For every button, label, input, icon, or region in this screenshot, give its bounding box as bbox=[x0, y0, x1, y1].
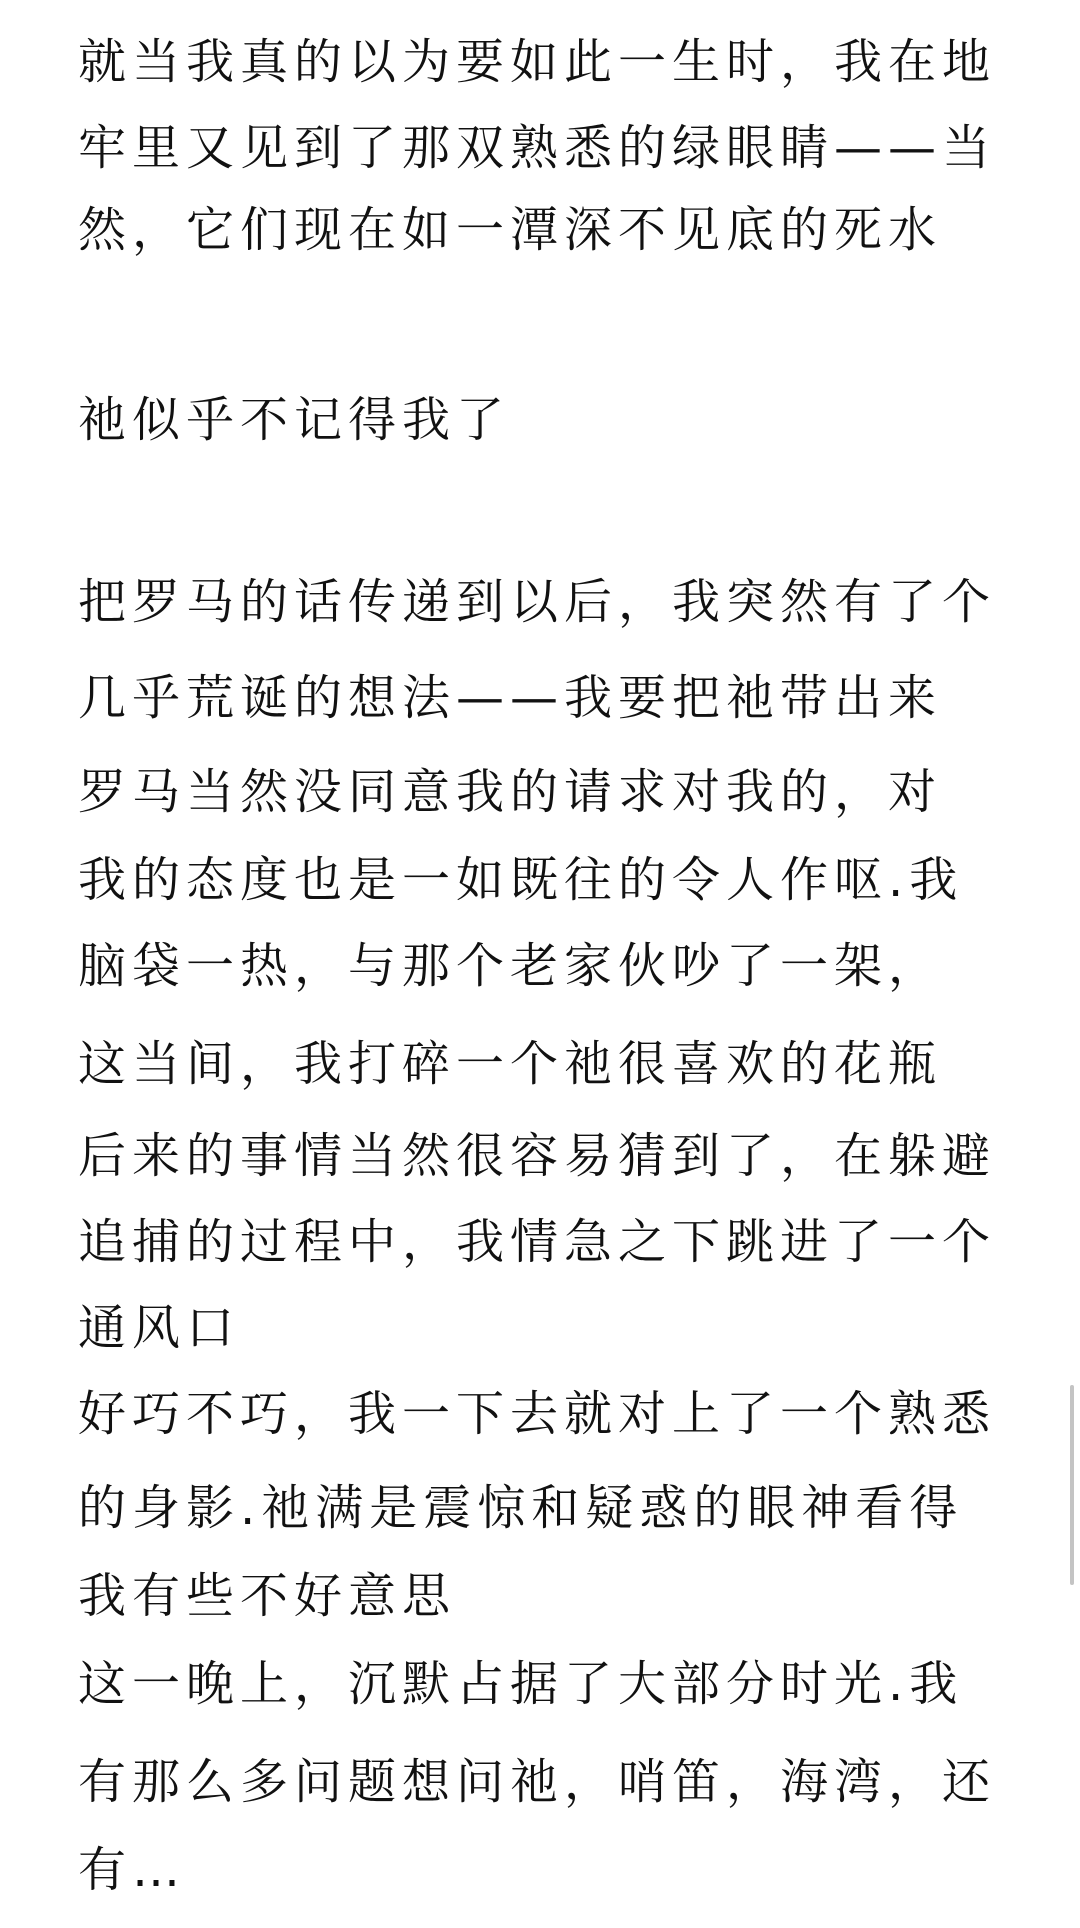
text-line: 这一晚上，沉默占据了大部分时光.我 bbox=[78, 1656, 964, 1712]
text-line: 把罗马的话传递到以后，我突然有了个 bbox=[78, 574, 997, 630]
text-line: 后来的事情当然很容易猜到了，在躲避 bbox=[78, 1128, 997, 1184]
text-line: 就当我真的以为要如此一生时，我在地 bbox=[78, 34, 997, 90]
text-line: 我的态度也是一如既往的令人作呕.我 bbox=[78, 852, 964, 908]
text-line: 这当间，我打碎一个祂很喜欢的花瓶 bbox=[78, 1036, 943, 1092]
text-line: 然，它们现在如一潭深不见底的死水 bbox=[78, 202, 943, 258]
text-line: 的身影.祂满是震惊和疑惑的眼神看得 bbox=[78, 1480, 964, 1536]
text-line: 有… bbox=[78, 1842, 187, 1898]
text-line: 脑袋一热，与那个老家伙吵了一架， bbox=[78, 938, 943, 994]
vertical-scrollbar[interactable] bbox=[1070, 1385, 1074, 1585]
text-line: 通风口 bbox=[78, 1300, 241, 1356]
text-line: 几乎荒诞的想法——我要把祂带出来 bbox=[78, 670, 943, 726]
text-line: 好巧不巧，我一下去就对上了一个熟悉 bbox=[78, 1386, 997, 1442]
text-line: 追捕的过程中，我情急之下跳进了一个 bbox=[78, 1214, 997, 1270]
text-line: 我有些不好意思 bbox=[78, 1568, 457, 1624]
text-line: 罗马当然没同意我的请求对我的，对 bbox=[78, 764, 943, 820]
text-line: 祂似乎不记得我了 bbox=[78, 392, 511, 448]
text-line: 有那么多问题想问祂，哨笛，海湾，还 bbox=[78, 1754, 997, 1810]
text-line: 牢里又见到了那双熟悉的绿眼睛——当 bbox=[78, 120, 997, 176]
